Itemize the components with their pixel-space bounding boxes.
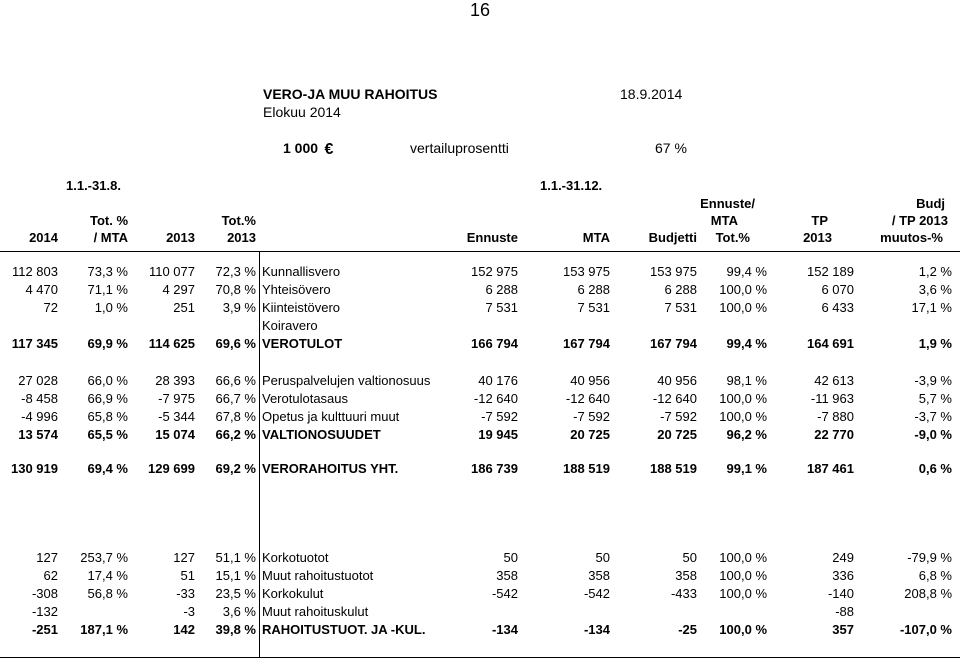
cell-tp: 336 xyxy=(832,568,854,583)
cell-tp: 357 xyxy=(832,622,854,637)
cell-ennuste xyxy=(450,604,518,620)
cell-2013: 142 xyxy=(173,622,195,637)
period-2: 1.1.-31.12. xyxy=(540,178,603,193)
col-ennuste: Ennuste xyxy=(466,230,518,245)
cell-budj-muutos: 1,2 % xyxy=(918,264,952,279)
table-row xyxy=(0,568,960,584)
cell-ennuste: 358 xyxy=(496,568,518,583)
cell-ennuste-mta: 100,0 % xyxy=(719,409,767,424)
col-budj-l3: muutos-% xyxy=(880,230,943,245)
cell-2013: 110 077 xyxy=(148,264,195,279)
col-2014: 2014 xyxy=(29,230,58,245)
cell-mta xyxy=(530,318,610,334)
ref-value: 67 % xyxy=(655,140,687,156)
cell-budjetti: 153 975 xyxy=(650,264,697,279)
cell-2014: 112 803 xyxy=(11,264,58,279)
cell-budj-muutos: 5,7 % xyxy=(918,391,952,406)
cell-budjetti: 6 288 xyxy=(664,282,697,297)
cell-2013: -3 xyxy=(183,604,195,619)
cell-tot-mta: 56,8 % xyxy=(87,586,128,601)
report-title: VERO-JA MUU RAHOITUS xyxy=(263,86,438,102)
cell-tot-2013: 66,7 % xyxy=(215,391,256,406)
cell-tp: -7 880 xyxy=(817,409,854,424)
cell-ennuste: 19 945 xyxy=(478,427,518,442)
cell-label: Kunnallisvero xyxy=(262,264,341,279)
cell-tp: -11 963 xyxy=(810,391,854,406)
table-row xyxy=(0,622,960,638)
cell-mta: -134 xyxy=(583,622,610,637)
cell-mta: -7 592 xyxy=(573,409,610,424)
cell-mta: 6 288 xyxy=(577,282,610,297)
cell-tp: 22 770 xyxy=(814,427,854,442)
cell-tp: 42 613 xyxy=(814,373,854,388)
cell-tp: 6 070 xyxy=(821,282,854,297)
cell-ennuste-mta xyxy=(690,604,767,620)
unit-value-text: 1 000 xyxy=(283,140,319,156)
cell-tot-2013: 67,8 % xyxy=(215,409,256,424)
cell-2014: -251 xyxy=(31,622,58,637)
cell-2013: 251 xyxy=(173,300,195,315)
cell-label: Kiinteistövero xyxy=(262,300,341,315)
cell-tot-2013: 70,8 % xyxy=(215,282,256,297)
cell-tot-mta: 66,9 % xyxy=(87,391,128,406)
cell-2014: -4 996 xyxy=(21,409,58,424)
cell-2014: -132 xyxy=(31,604,58,619)
cell-mta: 20 725 xyxy=(570,427,610,442)
cell-ennuste-mta: 100,0 % xyxy=(719,586,767,601)
cell-budj-muutos xyxy=(855,604,952,620)
col-ennuste-mta-l2: MTA xyxy=(710,213,738,228)
cell-tot-mta: 66,0 % xyxy=(87,373,128,388)
cell-label: Muut rahoituskulut xyxy=(262,604,369,619)
cell-ennuste: -134 xyxy=(491,622,518,637)
cell-2013: -5 344 xyxy=(158,409,195,424)
ref-label: vertailuprosentti xyxy=(410,140,509,156)
cell-ennuste-mta: 100,0 % xyxy=(719,282,767,297)
cell-ennuste-mta: 99,4 % xyxy=(726,264,767,279)
col-budj-l1: Budj xyxy=(916,196,945,211)
page-number: 16 xyxy=(470,0,491,20)
cell-label: Korkokulut xyxy=(262,586,324,601)
cell-2014: 27 028 xyxy=(18,373,58,388)
cell-2014: -8 458 xyxy=(21,391,58,406)
cell-budjetti: 20 725 xyxy=(657,427,697,442)
cell-ennuste: 166 794 xyxy=(471,336,518,351)
unit-value xyxy=(283,140,336,157)
cell-mta: 50 xyxy=(595,550,610,565)
cell-ennuste-mta: 96,2 % xyxy=(726,427,767,442)
col-tp-l2: 2013 xyxy=(803,230,832,245)
cell-tot-mta xyxy=(60,604,128,620)
cell-budj-muutos: 1,9 % xyxy=(918,336,952,351)
cell-label: VERORAHOITUS YHT. xyxy=(262,461,399,476)
cell-2014: 127 xyxy=(36,550,58,565)
table-row xyxy=(0,427,960,443)
cell-2013: -33 xyxy=(176,586,195,601)
cell-tot-mta: 73,3 % xyxy=(87,264,128,279)
cell-2013: 15 074 xyxy=(155,427,195,442)
cell-ennuste-mta: 100,0 % xyxy=(719,300,767,315)
cell-tp: 187 461 xyxy=(807,461,854,476)
cell-tot-mta: 69,9 % xyxy=(87,336,128,351)
cell-2014: -308 xyxy=(31,586,58,601)
cell-tot-mta: 65,5 % xyxy=(87,427,128,442)
cell-tp: 6 433 xyxy=(821,300,854,315)
cell-ennuste: -542 xyxy=(491,586,518,601)
cell-2014: 13 574 xyxy=(18,427,58,442)
table-row xyxy=(0,586,960,602)
cell-budjetti: 7 531 xyxy=(664,300,697,315)
cell-ennuste: -7 592 xyxy=(481,409,518,424)
cell-budjetti: 50 xyxy=(682,550,697,565)
cell-mta: 40 956 xyxy=(570,373,610,388)
cell-tot-2013: 15,1 % xyxy=(215,568,256,583)
cell-budj-muutos: 0,6 % xyxy=(918,461,952,476)
cell-ennuste: 40 176 xyxy=(478,373,518,388)
col-ennuste-mta-l1: Ennuste/ xyxy=(700,196,755,211)
cell-tot-2013: 51,1 % xyxy=(215,550,256,565)
cell-2013: 51 xyxy=(180,568,195,583)
cell-budjetti xyxy=(620,604,697,620)
cell-ennuste-mta: 100,0 % xyxy=(719,550,767,565)
table-row xyxy=(0,409,960,425)
cell-ennuste-mta: 100,0 % xyxy=(719,622,767,637)
period-1: 1.1.-31.8. xyxy=(66,178,121,193)
cell-ennuste-mta: 99,4 % xyxy=(726,336,767,351)
cell-tot-mta: 17,4 % xyxy=(87,568,128,583)
cell-ennuste: 152 975 xyxy=(471,264,518,279)
cell-label: Opetus ja kulttuuri muut xyxy=(262,409,400,424)
euro-icon: € xyxy=(324,141,334,158)
cell-ennuste-mta: 98,1 % xyxy=(726,373,767,388)
cell-label: Muut rahoitustuotot xyxy=(262,568,374,583)
cell-budj-muutos: 3,6 % xyxy=(918,282,952,297)
cell-tp: 152 189 xyxy=(807,264,854,279)
table-row xyxy=(0,550,960,566)
cell-2014: 4 470 xyxy=(25,282,58,297)
cell-mta: 358 xyxy=(588,568,610,583)
cell-budjetti: -433 xyxy=(670,586,697,601)
cell-2014: 72 xyxy=(43,300,58,315)
cell-2013: 28 393 xyxy=(155,373,195,388)
cell-label: Verotulotasaus xyxy=(262,391,349,406)
cell-mta: 167 794 xyxy=(563,336,610,351)
cell-tot-mta: 65,8 % xyxy=(87,409,128,424)
cell-budjetti: 40 956 xyxy=(657,373,697,388)
cell-budjetti: 188 519 xyxy=(650,461,697,476)
cell-2014: 62 xyxy=(43,568,58,583)
table-row xyxy=(0,336,960,352)
cell-budjetti xyxy=(620,318,697,334)
cell-ennuste-mta: 100,0 % xyxy=(719,568,767,583)
table-row xyxy=(0,391,960,407)
cell-label: Korkotuotot xyxy=(262,550,329,565)
cell-budj-muutos: 208,8 % xyxy=(904,586,952,601)
cell-tot-mta: 253,7 % xyxy=(80,550,128,565)
cell-tot-mta: 69,4 % xyxy=(87,461,128,476)
table-row xyxy=(0,264,960,280)
cell-2013: 4 297 xyxy=(162,282,195,297)
cell-2014 xyxy=(0,318,58,334)
cell-label: VALTIONOSUUDET xyxy=(262,427,381,442)
cell-ennuste: 7 531 xyxy=(485,300,518,315)
table-row xyxy=(0,300,960,316)
cell-ennuste-mta: 99,1 % xyxy=(726,461,767,476)
table-row xyxy=(0,318,960,334)
header-divider xyxy=(0,251,960,252)
cell-label: Peruspalvelujen valtionosuus xyxy=(262,373,431,388)
report-date: 18.9.2014 xyxy=(620,86,683,102)
cell-tot-2013: 69,2 % xyxy=(215,461,256,476)
cell-ennuste xyxy=(450,318,518,334)
table-row xyxy=(0,282,960,298)
cell-ennuste: 186 739 xyxy=(471,461,518,476)
cell-budj-muutos xyxy=(855,318,952,334)
cell-mta: 7 531 xyxy=(577,300,610,315)
cell-budjetti: -12 640 xyxy=(652,391,697,406)
cell-mta: -542 xyxy=(583,586,610,601)
cell-mta: 153 975 xyxy=(563,264,610,279)
cell-budj-muutos: -79,9 % xyxy=(907,550,952,565)
cell-2014: 117 345 xyxy=(11,336,58,351)
report-month: Elokuu 2014 xyxy=(263,104,341,120)
col-tot-2013-l2: 2013 xyxy=(227,230,256,245)
cell-2013: 127 xyxy=(173,550,195,565)
col-ennuste-mta-l3: Tot.% xyxy=(715,230,750,245)
cell-label: VEROTULOT xyxy=(262,336,343,351)
table-row xyxy=(0,373,960,389)
cell-tot-mta: 1,0 % xyxy=(94,300,128,315)
cell-mta: 188 519 xyxy=(563,461,610,476)
cell-label: Yhteisövero xyxy=(262,282,331,297)
cell-tp: -88 xyxy=(835,604,854,619)
cell-tot-mta: 71,1 % xyxy=(87,282,128,297)
cell-tot-mta: 187,1 % xyxy=(80,622,128,637)
col-tot-2013-l1: Tot.% xyxy=(221,213,256,228)
cell-budj-muutos: -3,7 % xyxy=(914,409,952,424)
cell-budjetti: 167 794 xyxy=(650,336,697,351)
cell-mta xyxy=(530,604,610,620)
cell-ennuste: 6 288 xyxy=(485,282,518,297)
cell-ennuste-mta xyxy=(690,318,767,334)
cell-budjetti: -25 xyxy=(678,622,697,637)
cell-tot-2013: 3,6 % xyxy=(222,604,256,619)
cell-mta: -12 640 xyxy=(565,391,610,406)
col-tot-mta-l2: / MTA xyxy=(93,230,128,245)
cell-tp: 249 xyxy=(832,550,854,565)
col-budjetti: Budjetti xyxy=(648,230,697,245)
cell-budj-muutos: -107,0 % xyxy=(899,622,952,637)
cell-2013: 129 699 xyxy=(148,461,195,476)
cell-budj-muutos: 6,8 % xyxy=(918,568,952,583)
cell-tp xyxy=(770,318,854,334)
cell-ennuste: -12 640 xyxy=(473,391,518,406)
cell-label: RAHOITUSTUOT. JA -KUL. xyxy=(262,622,426,637)
cell-ennuste: 50 xyxy=(503,550,518,565)
cell-tot-mta xyxy=(60,318,128,334)
col-tot-mta-l1: Tot. % xyxy=(89,213,128,228)
cell-label: Koiravero xyxy=(262,318,318,333)
cell-tot-2013: 66,2 % xyxy=(215,427,256,442)
cell-tot-2013: 66,6 % xyxy=(215,373,256,388)
col-mta: MTA xyxy=(582,230,610,245)
cell-tp: -140 xyxy=(827,586,854,601)
cell-ennuste-mta: 100,0 % xyxy=(719,391,767,406)
table-row xyxy=(0,461,960,477)
cell-budjetti: 358 xyxy=(675,568,697,583)
cell-2013 xyxy=(130,318,195,334)
cell-tot-2013: 23,5 % xyxy=(215,586,256,601)
col-budj-l2: / TP 2013 xyxy=(891,213,948,228)
cell-tot-2013: 39,8 % xyxy=(215,622,256,637)
cell-tot-2013 xyxy=(196,318,256,334)
cell-2013: -7 975 xyxy=(158,391,195,406)
cell-tot-2013: 69,6 % xyxy=(215,336,256,351)
cell-budjetti: -7 592 xyxy=(660,409,697,424)
cell-2013: 114 625 xyxy=(148,336,195,351)
cell-tp: 164 691 xyxy=(807,336,854,351)
table-row xyxy=(0,604,960,620)
cell-2014: 130 919 xyxy=(11,461,58,476)
col-2013: 2013 xyxy=(166,230,195,245)
col-tp-l1: TP xyxy=(811,213,828,228)
cell-tot-2013: 72,3 % xyxy=(215,264,256,279)
cell-budj-muutos: -9,0 % xyxy=(914,427,952,442)
cell-budj-muutos: -3,9 % xyxy=(914,373,952,388)
cell-budj-muutos: 17,1 % xyxy=(911,300,952,315)
cell-tot-2013: 3,9 % xyxy=(222,300,256,315)
